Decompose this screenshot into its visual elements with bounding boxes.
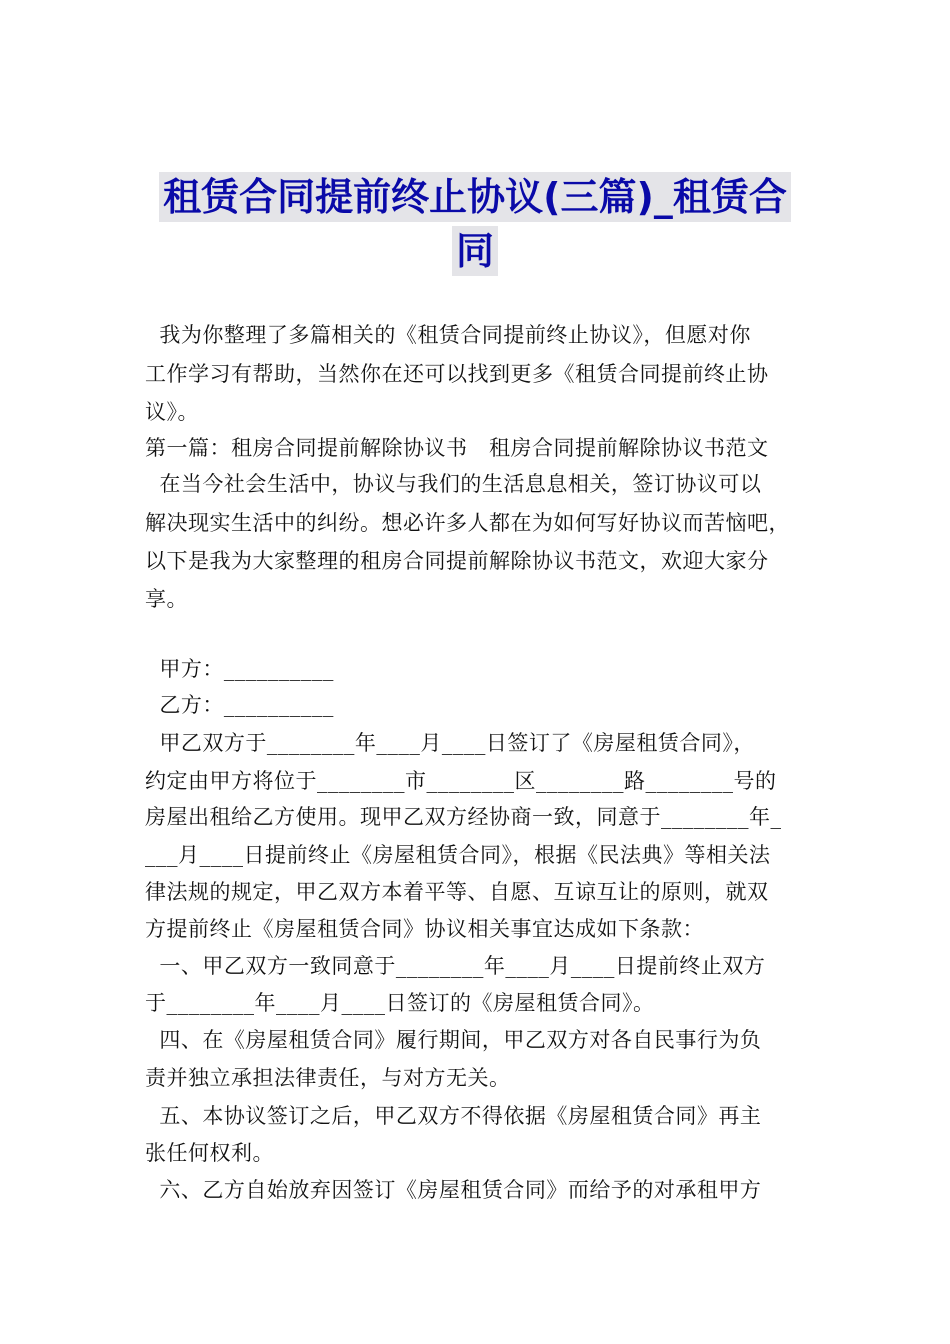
title-line-2: 同 — [452, 226, 498, 276]
section-heading: 第一篇：租房合同提前解除协议书 租房合同提前解除协议书范文 — [145, 436, 769, 460]
body-line: 享。 — [145, 587, 188, 611]
body-line: 房屋出租给乙方使用。现甲乙双方经协商一致，同意于________年_ — [145, 805, 782, 829]
body-line: 方提前终止《房屋租赁合同》协议相关事宜达成如下条款： — [145, 917, 704, 941]
body-line: 律法规的规定，甲乙双方本着平等、自愿、互谅互让的原则，就双 — [145, 880, 769, 904]
clause-line: 六、乙方自始放弃因签订《房屋租赁合同》而给予的对承租甲方 — [145, 1178, 762, 1202]
intro-line: 我为你整理了多篇相关的《租赁合同提前终止协议》，但愿对你 — [145, 323, 751, 347]
clause-line: 张任何权利。 — [145, 1141, 274, 1165]
body-line: 在当今社会生活中，协议与我们的生活息息相关，签订协议可以 — [145, 472, 762, 496]
party-a-line: 甲方：__________ — [145, 657, 334, 681]
clause-line: 四、在《房屋租赁合同》履行期间，甲乙双方对各自民事行为负 — [145, 1028, 762, 1052]
clause-line: 一、甲乙双方一致同意于________年____月____日提前终止双方 — [145, 954, 766, 978]
body-line: 以下是我为大家整理的租房合同提前解除协议书范文，欢迎大家分 — [145, 549, 769, 573]
body-line: 解决现实生活中的纠纷。想必许多人都在为如何写好协议而苦恼吧， — [145, 511, 790, 535]
body-line: 甲乙双方于________年____月____日签订了《房屋租赁合同》， — [145, 731, 755, 755]
clause-line: 五、本协议签订之后，甲乙双方不得依据《房屋租赁合同》再主 — [145, 1104, 762, 1128]
intro-line: 议》。 — [145, 400, 199, 424]
title-line-1: 租赁合同提前终止协议(三篇)_租赁合 — [159, 172, 791, 222]
body-line: 约定由甲方将位于________市________区________路________号的 — [145, 769, 777, 793]
document-title — [0, 172, 950, 276]
clause-line: 责并独立承担法律责任，与对方无关。 — [145, 1066, 511, 1090]
body-line: ___月____日提前终止《房屋租赁合同》，根据《民法典》等相关法 — [145, 843, 771, 867]
party-b-line: 乙方：__________ — [145, 693, 334, 717]
clause-line: 于________年____月____日签订的《房屋租赁合同》。 — [145, 991, 655, 1015]
intro-line: 工作学习有帮助，当然你在还可以找到更多《租赁合同提前终止协 — [145, 362, 769, 386]
